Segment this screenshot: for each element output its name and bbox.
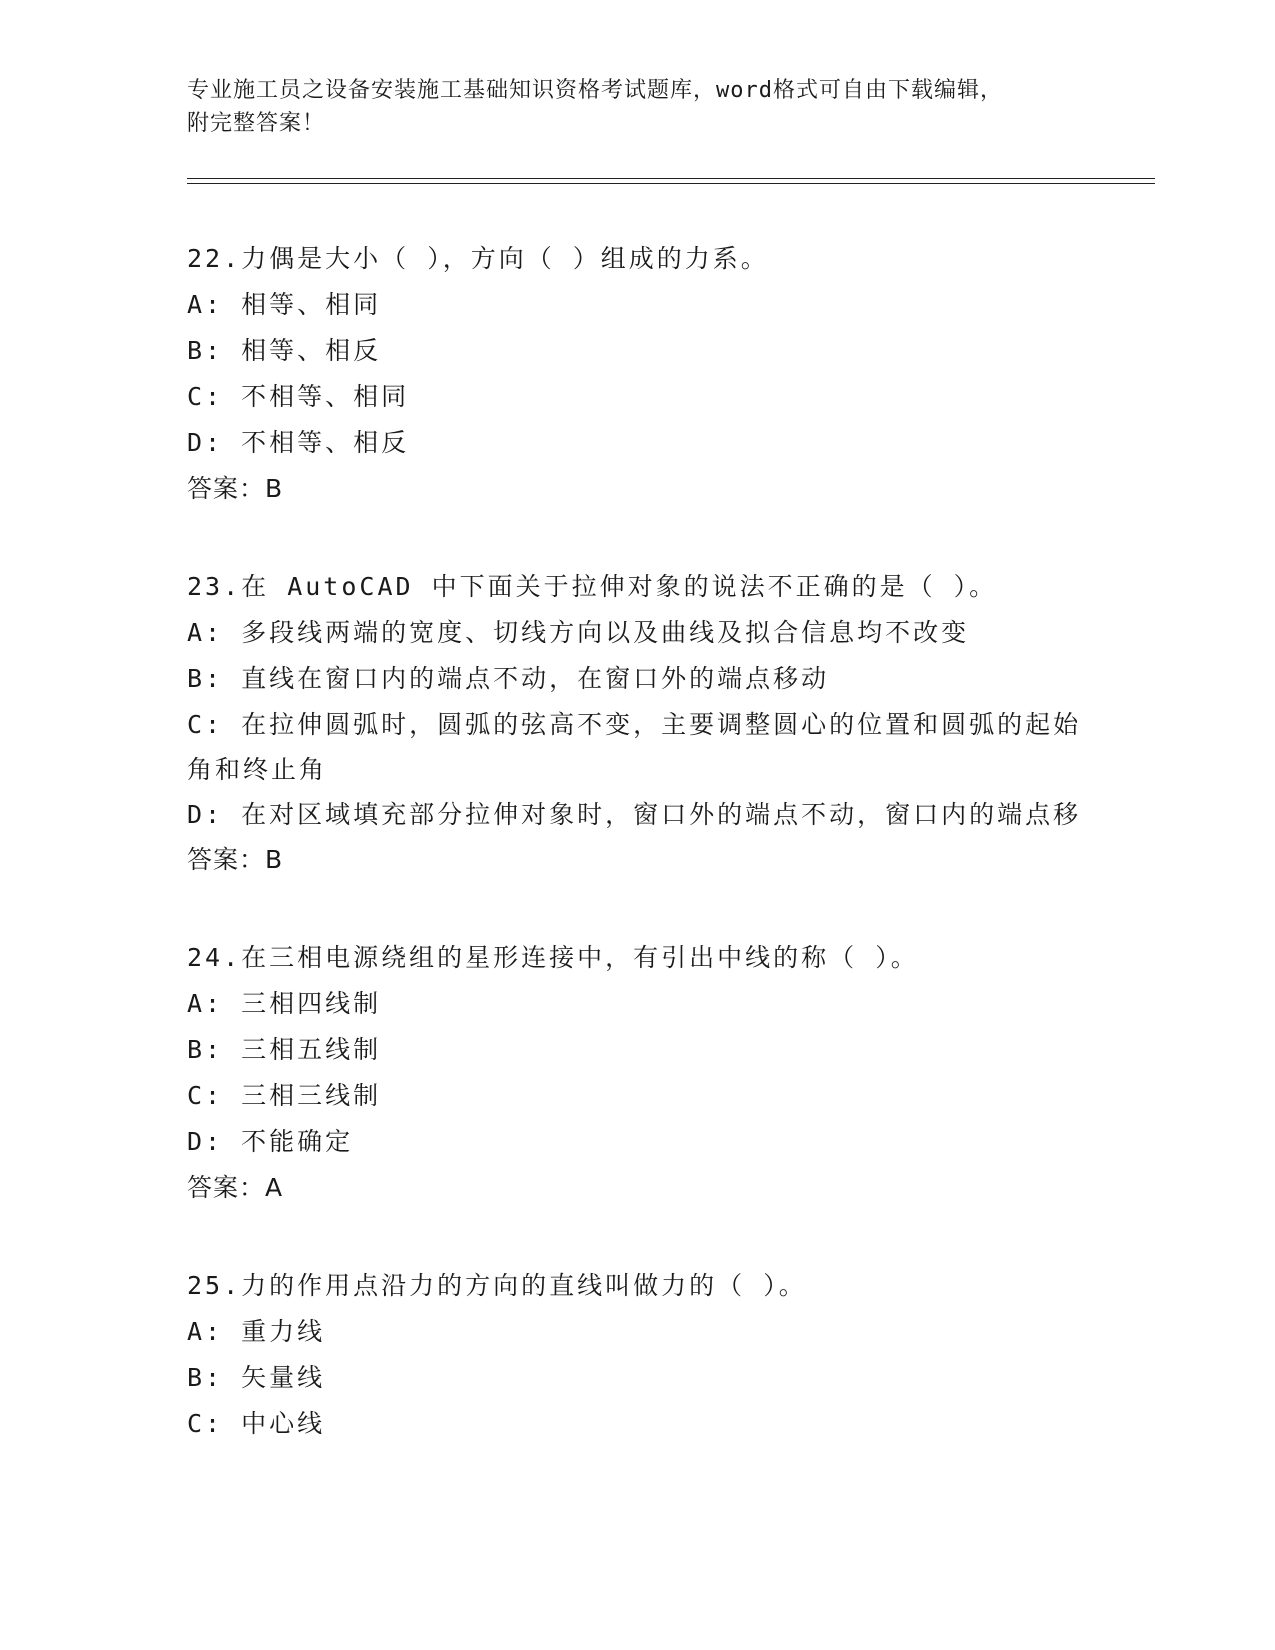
- option-a: A: 相等、相同: [187, 290, 382, 319]
- option-c: C: 三相三线制: [187, 1081, 382, 1110]
- answer-label: 答案：B: [187, 845, 284, 874]
- option-b: B: 直线在窗口内的端点不动，在窗口外的端点移动: [187, 664, 830, 693]
- question-22: [187, 236, 1087, 512]
- option-a: A: 重力线: [187, 1317, 326, 1346]
- question-stem: 23.在 AutoCAD 中下面关于拉伸对象的说法不正确的是（ ）。: [187, 572, 998, 601]
- question-stem: 25.力的作用点沿力的方向的直线叫做力的（ ）。: [187, 1271, 807, 1300]
- option-a: A: 多段线两端的宽度、切线方向以及曲线及拟合信息均不改变: [187, 618, 970, 647]
- option-d: D: 不能确定: [187, 1127, 354, 1156]
- question-24: [187, 935, 1087, 1211]
- question-stem: 24.在三相电源绕组的星形连接中，有引出中线的称（ ）。: [187, 943, 919, 972]
- option-d: D: 不相等、相反: [187, 428, 410, 457]
- answer-label: 答案：A: [187, 1173, 284, 1202]
- option-c: C: 在拉伸圆弧时，圆弧的弦高不变，主要调整圆心的位置和圆弧的起始角和终止角: [187, 710, 1082, 784]
- document-header: [187, 74, 1087, 140]
- header-line-1: 专业施工员之设备安装施工基础知识资格考试题库，word格式可自由下载编辑，: [187, 78, 1003, 103]
- option-b: B: 三相五线制: [187, 1035, 382, 1064]
- option-d: D: 在对区域填充部分拉伸对象时，窗口外的端点不动，窗口内的端点移: [187, 800, 1082, 829]
- option-a: A: 三相四线制: [187, 989, 382, 1018]
- header-divider-top: [187, 178, 1155, 179]
- option-b: B: 相等、相反: [187, 336, 382, 365]
- header-divider-bottom: [187, 183, 1155, 184]
- option-b: B: 矢量线: [187, 1363, 326, 1392]
- question-23: [187, 564, 1087, 883]
- header-line-2: 附完整答案！: [187, 111, 326, 136]
- question-stem: 22.力偶是大小（ ），方向（ ）组成的力系。: [187, 244, 769, 273]
- answer-label: 答案：B: [187, 474, 284, 503]
- question-list: [187, 236, 1087, 1499]
- option-c: C: 中心线: [187, 1409, 326, 1438]
- option-c: C: 不相等、相同: [187, 382, 410, 411]
- question-25: [187, 1263, 1087, 1447]
